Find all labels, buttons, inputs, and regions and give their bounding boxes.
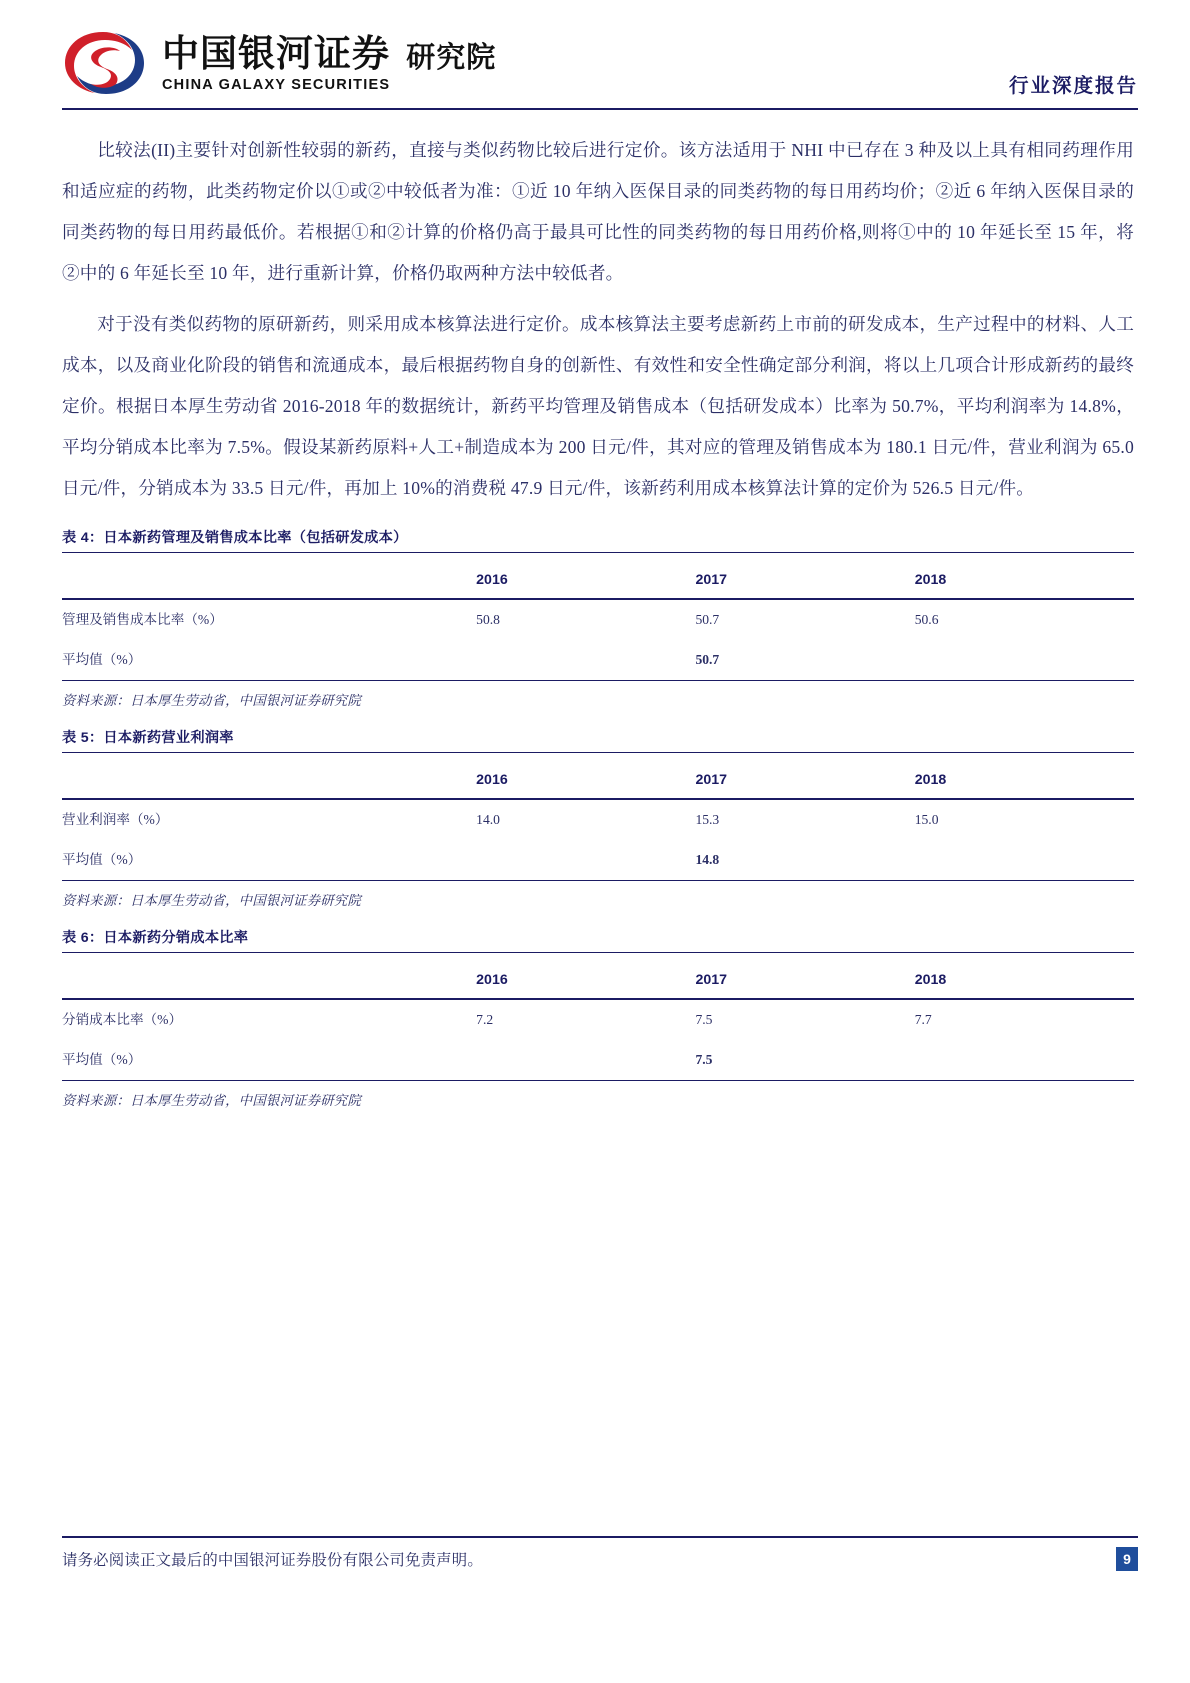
row-label: 平均值（%） xyxy=(62,852,142,867)
cell-2016 xyxy=(476,1040,695,1081)
cell-2016 xyxy=(476,840,695,881)
table-row xyxy=(62,640,1134,681)
table-row xyxy=(62,840,1134,881)
column-header-2016: 2016 xyxy=(476,571,508,588)
cell-average-value: 7.5 xyxy=(695,1052,713,1067)
row-label: 营业利润率（%） xyxy=(62,812,169,827)
cell-2018: 50.6 xyxy=(914,612,939,627)
report-type-label: 行业深度报告 xyxy=(1008,75,1138,97)
column-header-2018: 2018 xyxy=(914,571,947,588)
table-title: 表 6：日本新药分销成本比率 xyxy=(62,927,1134,953)
column-header-2018: 2018 xyxy=(914,971,947,988)
table-title: 表 5：日本新药营业利润率 xyxy=(62,727,1134,753)
header-divider xyxy=(62,108,1138,111)
table-source: 资料来源：日本厚生劳动省，中国银河证券研究院 xyxy=(62,1093,361,1108)
page-content xyxy=(0,118,1190,1109)
header-report-type xyxy=(1009,18,1138,98)
cell-2017: 7.5 xyxy=(695,1012,713,1027)
page-footer xyxy=(62,1536,1138,1571)
cell-2018: 15.0 xyxy=(914,812,939,827)
column-header-2017: 2017 xyxy=(695,571,727,588)
cell-2018 xyxy=(915,640,1134,681)
table-header-row xyxy=(62,553,1134,599)
table-title: 表 4：日本新药管理及销售成本比率（包括研发成本） xyxy=(62,527,1134,553)
row-label: 平均值（%） xyxy=(62,1052,142,1067)
table-row xyxy=(62,799,1134,840)
row-label: 平均值（%） xyxy=(62,652,142,667)
galaxy-logo-icon xyxy=(62,26,148,100)
cell-2018: 7.7 xyxy=(914,1012,932,1027)
page-number-badge: 9 xyxy=(1116,1547,1138,1571)
column-header-2018: 2018 xyxy=(914,771,947,788)
cell-2016: 50.8 xyxy=(476,612,500,627)
brand-institute: 研究院 xyxy=(406,42,497,75)
cell-2016 xyxy=(476,640,695,681)
table-header-row xyxy=(62,953,1134,999)
brand-name-cn: 中国银河证券 xyxy=(162,32,390,74)
paragraph-cost-accounting-method: 对于没有类似药物的原研新药，则采用成本核算法进行定价。成本核算法主要考虑新药上市前的研发成本，生产过程中的材料、人工成本，以及商业化阶段的销售和流通成本，最后根据药物自身的创新性、有效性和安全性确定部分利润，将以上几项合计形成新药的最终定价。根据日本厚生劳动省 2016-2018 年的数据统计，新药平均管理及销售成本（包括研发成本）比率为 50.7%，平均利润率为 14.8%，平均分销成本比率为 7.5%。假设某新药原料+人工+制造成本为 200 日元/件，其对应的管理及销售成本为 180.1 日元/件，营业利润为 65.0 日元/件，分销成本为 33.5 日元/件，再加上 10%的消费税 47.9 日元/件，该新药利用成本核算法计算的定价为 526.5 日元/件。 xyxy=(62,314,1134,498)
cell-2016: 7.2 xyxy=(476,1012,494,1027)
cell-2017: 50.7 xyxy=(695,612,720,627)
data-table xyxy=(62,753,1134,881)
table-block-6 xyxy=(62,927,1134,1109)
table-source: 资料来源：日本厚生劳动省，中国银河证券研究院 xyxy=(62,693,361,708)
page-header xyxy=(0,0,1190,118)
table-header-row xyxy=(62,753,1134,799)
data-table xyxy=(62,953,1134,1081)
brand-logo xyxy=(62,18,496,100)
column-header-2017: 2017 xyxy=(695,771,727,788)
footer-disclaimer: 请务必阅读正文最后的中国银河证券股份有限公司免责声明。 xyxy=(62,1552,483,1569)
paragraph-comparison-method: 比较法(II)主要针对创新性较弱的新药，直接与类似药物比较后进行定价。该方法适用于 NHI 中已存在 3 种及以上具有相同药理作用和适应症的药物，此类药物定价以①或②中较低者为准：①近 10 年纳入医保目录的同类药物的每日用药均价；②近 6 年纳入医保目录的同类药物的每日用药最低价。若根据①和②计算的价格仍高于最具可比性的同类药物的每日用药价格,则将①中的 10 年延长至 15 年，将②中的 6 年延长至 10 年，进行重新计算，价格仍取两种方法中较低者。 xyxy=(62,140,1134,283)
column-header-2017: 2017 xyxy=(695,971,727,988)
column-header-blank xyxy=(62,753,476,799)
column-header-blank xyxy=(62,953,476,999)
cell-average-value: 14.8 xyxy=(695,852,720,867)
column-header-2016: 2016 xyxy=(476,771,508,788)
cell-2018 xyxy=(915,1040,1134,1081)
brand-name-en: CHINA GALAXY SECURITIES xyxy=(162,77,391,94)
table-block-4 xyxy=(62,527,1134,709)
data-table xyxy=(62,553,1134,681)
table-row xyxy=(62,1040,1134,1081)
cell-2017: 15.3 xyxy=(695,812,720,827)
table-source: 资料来源：日本厚生劳动省，中国银河证券研究院 xyxy=(62,893,361,908)
cell-2016: 14.0 xyxy=(476,812,500,827)
table-row xyxy=(62,999,1134,1040)
cell-2018 xyxy=(915,840,1134,881)
column-header-blank xyxy=(62,553,476,599)
row-label: 分销成本比率（%） xyxy=(62,1012,183,1027)
column-header-2016: 2016 xyxy=(476,971,508,988)
table-row xyxy=(62,599,1134,640)
cell-average-value: 50.7 xyxy=(695,652,720,667)
table-block-5 xyxy=(62,727,1134,909)
row-label: 管理及销售成本比率（%） xyxy=(62,612,223,627)
